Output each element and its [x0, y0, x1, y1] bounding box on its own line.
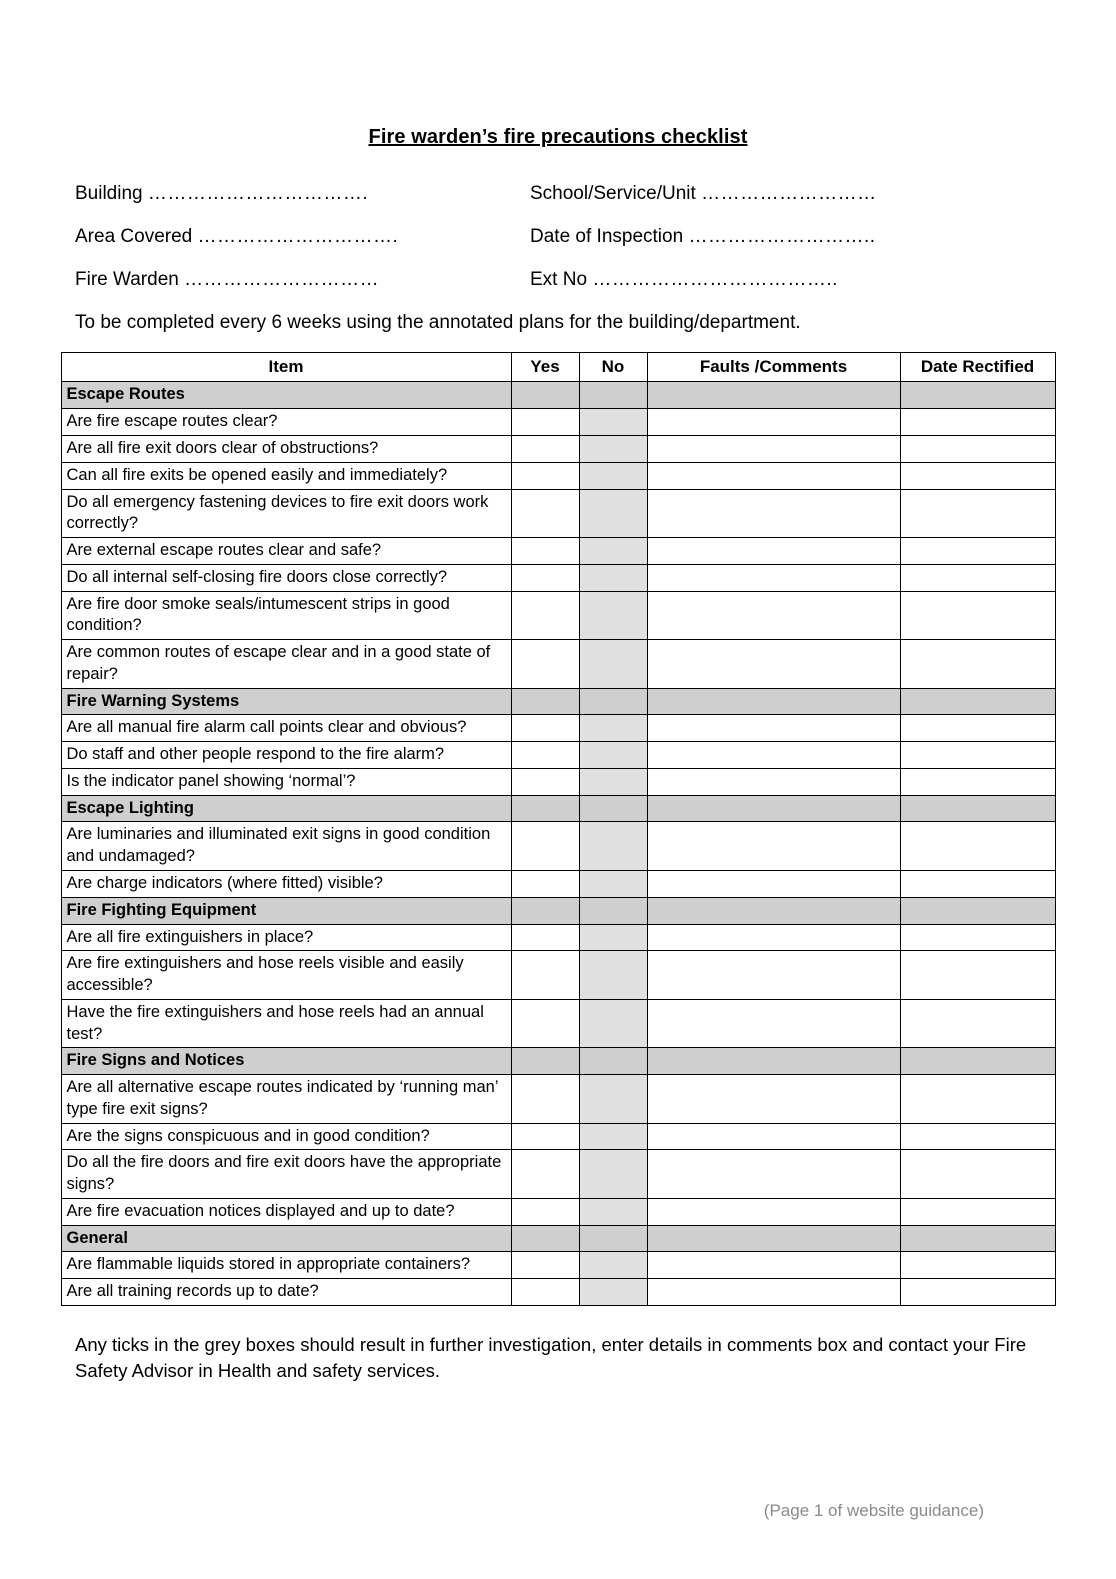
section-spacer-faults [647, 897, 900, 924]
table-row [61, 924, 1055, 951]
section-spacer-no [579, 688, 647, 715]
checkbox-cell-yes[interactable] [511, 822, 579, 871]
checklist-item-text: Are all training records up to date? [61, 1279, 511, 1306]
section-spacer-yes [511, 1225, 579, 1252]
section-spacer-no [579, 897, 647, 924]
field-ext-no-label: Ext No [530, 269, 588, 290]
checklist-item-text: Are flammable liquids stored in appropriate containers? [61, 1252, 511, 1279]
section-spacer-date [900, 897, 1055, 924]
checkbox-cell-no[interactable] [579, 1075, 647, 1124]
checkbox-cell-no[interactable] [579, 951, 647, 1000]
checkbox-cell-yes[interactable] [511, 1279, 579, 1306]
checkbox-cell-yes[interactable] [511, 1252, 579, 1279]
table-row [61, 435, 1055, 462]
table-row [61, 1252, 1055, 1279]
table-row [61, 1123, 1055, 1150]
field-area-covered [75, 226, 530, 248]
table-row [61, 409, 1055, 436]
faults-comments-cell[interactable] [647, 768, 900, 795]
column-header-faults-comments: Faults /Comments [647, 353, 900, 382]
section-spacer-faults [647, 688, 900, 715]
section-spacer-faults [647, 382, 900, 409]
date-rectified-cell[interactable] [900, 951, 1055, 1000]
checklist-body [61, 382, 1055, 1306]
section-title: Fire Fighting Equipment [61, 897, 511, 924]
date-rectified-cell[interactable] [900, 1279, 1055, 1306]
checklist-item-text: Are fire extinguishers and hose reels visible and easily accessible? [61, 951, 511, 1000]
table-row [61, 951, 1055, 1000]
checkbox-cell-no[interactable] [579, 742, 647, 769]
section-row [61, 897, 1055, 924]
section-spacer-yes [511, 688, 579, 715]
section-row [61, 688, 1055, 715]
table-row [61, 640, 1055, 689]
checkbox-cell-yes[interactable] [511, 1123, 579, 1150]
table-row [61, 538, 1055, 565]
faults-comments-cell[interactable] [647, 564, 900, 591]
section-spacer-faults [647, 1225, 900, 1252]
header-fields [0, 183, 1116, 291]
faults-comments-cell[interactable] [647, 1252, 900, 1279]
field-date-of-inspection-label: Date of Inspection [530, 226, 684, 247]
checkbox-cell-yes[interactable] [511, 1075, 579, 1124]
date-rectified-cell[interactable] [900, 462, 1055, 489]
checkbox-cell-no[interactable] [579, 564, 647, 591]
checkbox-cell-yes[interactable] [511, 715, 579, 742]
checkbox-cell-yes[interactable] [511, 924, 579, 951]
checklist-item-text: Are external escape routes clear and safe? [61, 538, 511, 565]
table-row [61, 564, 1055, 591]
field-ext-no-blank[interactable]: ……………………………….. [592, 269, 838, 290]
table-row [61, 715, 1055, 742]
checkbox-cell-no[interactable] [579, 538, 647, 565]
checklist-item-text: Do staff and other people respond to the fire alarm? [61, 742, 511, 769]
table-row [61, 1150, 1055, 1199]
field-school-service-unit-blank[interactable]: ……………………… [701, 183, 877, 204]
date-rectified-cell[interactable] [900, 870, 1055, 897]
section-row [61, 795, 1055, 822]
section-row [61, 1048, 1055, 1075]
checkbox-cell-no[interactable] [579, 822, 647, 871]
checkbox-cell-no[interactable] [579, 715, 647, 742]
section-title: General [61, 1225, 511, 1252]
faults-comments-cell[interactable] [647, 462, 900, 489]
date-rectified-cell[interactable] [900, 591, 1055, 640]
faults-comments-cell[interactable] [647, 538, 900, 565]
checkbox-cell-yes[interactable] [511, 1150, 579, 1199]
table-row [61, 591, 1055, 640]
checklist-item-text: Are fire evacuation notices displayed and up to date? [61, 1198, 511, 1225]
date-rectified-cell[interactable] [900, 564, 1055, 591]
section-spacer-date [900, 688, 1055, 715]
checkbox-cell-yes[interactable] [511, 538, 579, 565]
section-title: Fire Warning Systems [61, 688, 511, 715]
checklist-item-text: Are all fire extinguishers in place? [61, 924, 511, 951]
section-spacer-yes [511, 795, 579, 822]
faults-comments-cell[interactable] [647, 1279, 900, 1306]
date-rectified-cell[interactable] [900, 715, 1055, 742]
column-header-yes: Yes [511, 353, 579, 382]
faults-comments-cell[interactable] [647, 742, 900, 769]
checklist-item-text: Have the fire extinguishers and hose reels had an annual test? [61, 999, 511, 1048]
faults-comments-cell[interactable] [647, 1150, 900, 1199]
checklist-item-text: Are the signs conspicuous and in good condition? [61, 1123, 511, 1150]
checkbox-cell-no[interactable] [579, 591, 647, 640]
checkbox-cell-yes[interactable] [511, 1198, 579, 1225]
field-date-of-inspection [530, 226, 876, 248]
checkbox-cell-no[interactable] [579, 924, 647, 951]
checklist-item-text: Do all internal self-closing fire doors close correctly? [61, 564, 511, 591]
instructions-text: To be completed every 6 weeks using the annotated plans for the building/department. [75, 312, 801, 333]
field-area-covered-label: Area Covered [75, 226, 193, 247]
section-spacer-date [900, 1048, 1055, 1075]
field-ext-no [530, 269, 838, 291]
checklist-table [61, 352, 1056, 1306]
faults-comments-cell[interactable] [647, 435, 900, 462]
date-rectified-cell[interactable] [900, 999, 1055, 1048]
section-title: Escape Lighting [61, 795, 511, 822]
page-guidance-label: (Page 1 of website guidance) [763, 1501, 984, 1520]
faults-comments-cell[interactable] [647, 924, 900, 951]
checkbox-cell-yes[interactable] [511, 591, 579, 640]
faults-comments-cell[interactable] [647, 715, 900, 742]
checklist-item-text: Do all emergency fastening devices to fire exit doors work correctly? [61, 489, 511, 538]
checklist-item-text: Is the indicator panel showing ‘normal’? [61, 768, 511, 795]
checklist-item-text: Are all manual fire alarm call points clear and obvious? [61, 715, 511, 742]
field-row [75, 226, 1056, 248]
checklist-item-text: Are common routes of escape clear and in a good state of repair? [61, 640, 511, 689]
field-school-service-unit [530, 183, 877, 205]
table-row [61, 768, 1055, 795]
checkbox-cell-no[interactable] [579, 870, 647, 897]
checkbox-cell-yes[interactable] [511, 409, 579, 436]
field-fire-warden-blank[interactable]: ………………………… [184, 269, 380, 290]
faults-comments-cell[interactable] [647, 999, 900, 1048]
date-rectified-cell[interactable] [900, 742, 1055, 769]
section-spacer-no [579, 1048, 647, 1075]
checklist-item-text: Are charge indicators (where fitted) visible? [61, 870, 511, 897]
section-title: Escape Routes [61, 382, 511, 409]
field-area-covered-blank[interactable]: …………………………. [197, 226, 399, 247]
date-rectified-cell[interactable] [900, 1123, 1055, 1150]
section-row [61, 1225, 1055, 1252]
checkbox-cell-yes[interactable] [511, 951, 579, 1000]
checkbox-cell-yes[interactable] [511, 999, 579, 1048]
field-building [75, 183, 530, 205]
checklist-item-text: Are all fire exit doors clear of obstructions? [61, 435, 511, 462]
faults-comments-cell[interactable] [647, 591, 900, 640]
table-row [61, 462, 1055, 489]
section-spacer-no [579, 1225, 647, 1252]
section-spacer-faults [647, 795, 900, 822]
page-title: Fire warden’s fire precautions checklist [368, 126, 748, 148]
date-rectified-cell[interactable] [900, 822, 1055, 871]
section-spacer-yes [511, 897, 579, 924]
section-row [61, 382, 1055, 409]
date-rectified-cell[interactable] [900, 489, 1055, 538]
table-row [61, 742, 1055, 769]
column-header-no: No [579, 353, 647, 382]
checkbox-cell-no[interactable] [579, 1123, 647, 1150]
column-header-date-rectified: Date Rectified [900, 353, 1055, 382]
table-row [61, 999, 1055, 1048]
date-rectified-cell[interactable] [900, 1075, 1055, 1124]
checkbox-cell-no[interactable] [579, 489, 647, 538]
table-row [61, 1279, 1055, 1306]
faults-comments-cell[interactable] [647, 822, 900, 871]
section-spacer-date [900, 795, 1055, 822]
checkbox-cell-yes[interactable] [511, 435, 579, 462]
checkbox-cell-yes[interactable] [511, 768, 579, 795]
date-rectified-cell[interactable] [900, 409, 1055, 436]
field-row [75, 183, 1056, 205]
section-spacer-no [579, 795, 647, 822]
checkbox-cell-no[interactable] [579, 1198, 647, 1225]
date-rectified-cell[interactable] [900, 1252, 1055, 1279]
section-spacer-faults [647, 1048, 900, 1075]
checkbox-cell-no[interactable] [579, 999, 647, 1048]
faults-comments-cell[interactable] [647, 1123, 900, 1150]
field-date-of-inspection-blank[interactable]: ……………………….. [688, 226, 876, 247]
date-rectified-cell[interactable] [900, 1150, 1055, 1199]
checklist-item-text: Can all fire exits be opened easily and immediately? [61, 462, 511, 489]
section-spacer-no [579, 382, 647, 409]
checkbox-cell-yes[interactable] [511, 462, 579, 489]
date-rectified-cell[interactable] [900, 1198, 1055, 1225]
faults-comments-cell[interactable] [647, 951, 900, 1000]
checklist-item-text: Do all the fire doors and fire exit doors have the appropriate signs? [61, 1150, 511, 1199]
checkbox-cell-no[interactable] [579, 409, 647, 436]
table-row [61, 822, 1055, 871]
checkbox-cell-no[interactable] [579, 768, 647, 795]
table-row [61, 1075, 1055, 1124]
table-row [61, 870, 1055, 897]
field-building-blank[interactable]: ……………………………. [147, 183, 369, 204]
checklist-item-text: Are fire escape routes clear? [61, 409, 511, 436]
checkbox-cell-yes[interactable] [511, 564, 579, 591]
faults-comments-cell[interactable] [647, 1075, 900, 1124]
date-rectified-cell[interactable] [900, 640, 1055, 689]
checklist-item-text: Are fire door smoke seals/intumescent strips in good condition? [61, 591, 511, 640]
checklist-item-text: Are all alternative escape routes indicated by ‘running man’ type fire exit signs? [61, 1075, 511, 1124]
faults-comments-cell[interactable] [647, 640, 900, 689]
faults-comments-cell[interactable] [647, 870, 900, 897]
column-header-item: Item [61, 353, 511, 382]
checkbox-cell-no[interactable] [579, 435, 647, 462]
date-rectified-cell[interactable] [900, 768, 1055, 795]
section-spacer-yes [511, 382, 579, 409]
table-row [61, 489, 1055, 538]
field-fire-warden-label: Fire Warden [75, 269, 179, 290]
field-building-label: Building [75, 183, 143, 204]
faults-comments-cell[interactable] [647, 489, 900, 538]
section-title: Fire Signs and Notices [61, 1048, 511, 1075]
footer-note: Any ticks in the grey boxes should result in further investigation, enter details in comments box and contact your Fire Safety Advisor in Health and safety services. [75, 1334, 1027, 1381]
checkbox-cell-yes[interactable] [511, 489, 579, 538]
checkbox-cell-no[interactable] [579, 1252, 647, 1279]
faults-comments-cell[interactable] [647, 409, 900, 436]
checkbox-cell-no[interactable] [579, 462, 647, 489]
faults-comments-cell[interactable] [647, 1198, 900, 1225]
checkbox-cell-yes[interactable] [511, 742, 579, 769]
section-spacer-date [900, 1225, 1055, 1252]
checkbox-cell-no[interactable] [579, 1150, 647, 1199]
table-row [61, 1198, 1055, 1225]
checkbox-cell-no[interactable] [579, 1279, 647, 1306]
field-school-service-unit-label: School/Service/Unit [530, 183, 696, 204]
date-rectified-cell[interactable] [900, 924, 1055, 951]
field-row [75, 269, 1056, 291]
section-spacer-date [900, 382, 1055, 409]
checkbox-cell-yes[interactable] [511, 870, 579, 897]
section-spacer-yes [511, 1048, 579, 1075]
checkbox-cell-no[interactable] [579, 640, 647, 689]
field-fire-warden [75, 269, 530, 291]
checklist-item-text: Are luminaries and illuminated exit signs in good condition and undamaged? [61, 822, 511, 871]
date-rectified-cell[interactable] [900, 435, 1055, 462]
table-header-row [61, 353, 1055, 382]
date-rectified-cell[interactable] [900, 538, 1055, 565]
checkbox-cell-yes[interactable] [511, 640, 579, 689]
